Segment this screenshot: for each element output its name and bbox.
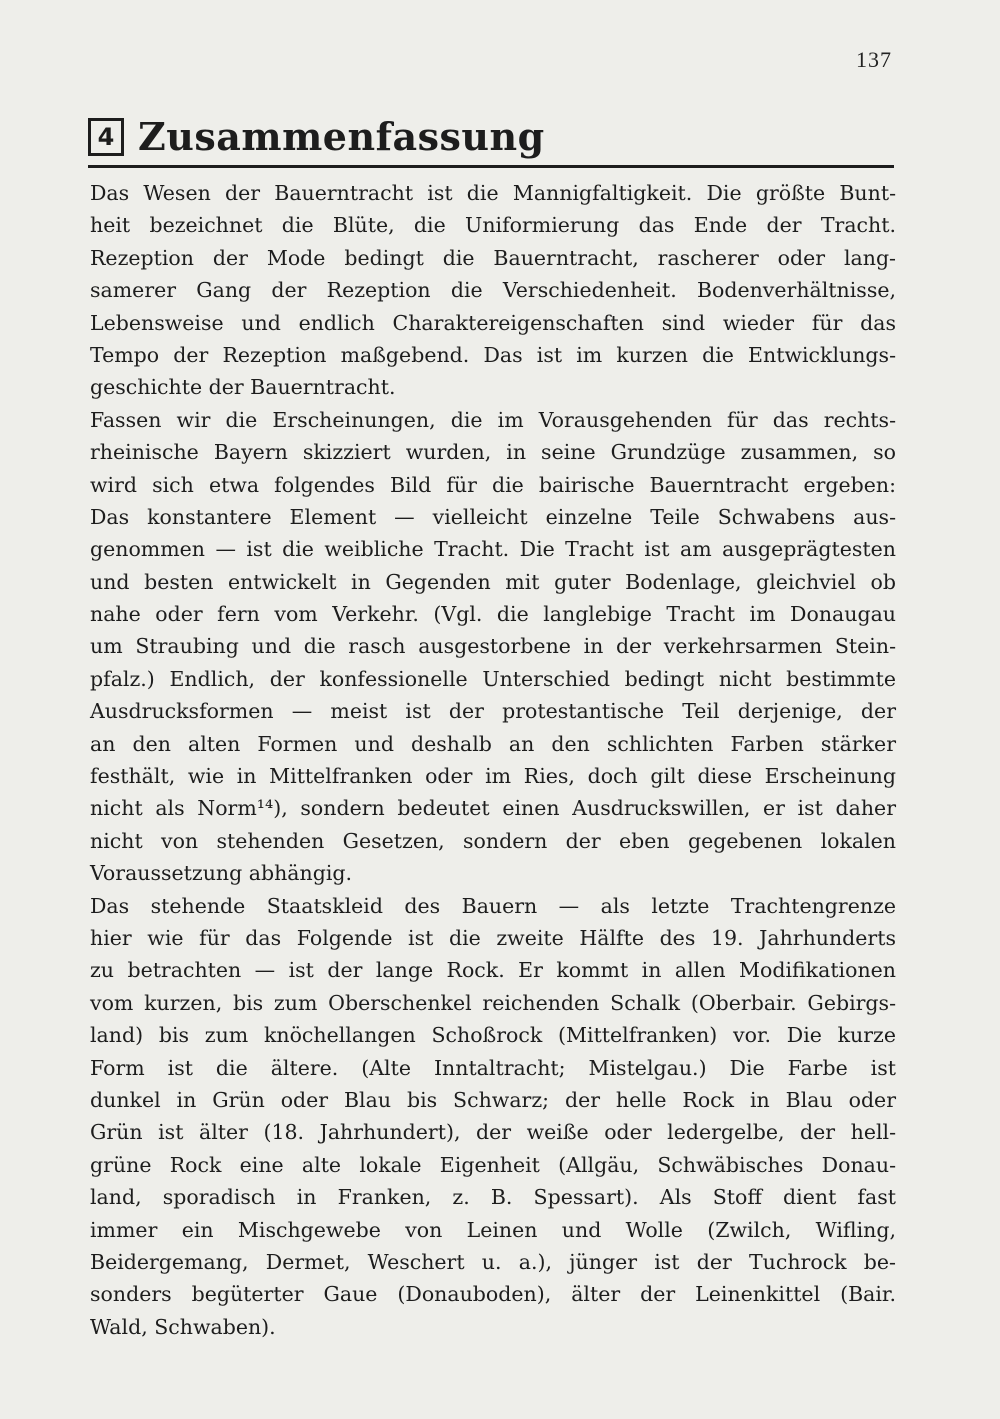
text-line: heit bezeichnet die Blüte, die Uniformierung das Ende der Tracht. [90, 213, 896, 238]
section-title: Zusammenfassung [138, 114, 545, 159]
text-line: samerer Gang der Rezeption die Verschiedenheit. Bodenverhältnisse, [90, 278, 896, 303]
text-line: nicht von stehenden Gesetzen, sondern der eben gegebenen lokalen [90, 828, 896, 853]
text-line: Das stehende Staatskleid des Bauern — als letzte Trachtengrenze [90, 893, 896, 918]
text-line: nicht als Norm¹⁴), sondern bedeutet einen Ausdruckswillen, er ist daher [90, 796, 896, 821]
section-heading [88, 114, 545, 159]
text-line: Rezeption der Mode bedingt die Bauerntracht, rascherer oder lang- [90, 245, 896, 270]
page-number: 137 [856, 47, 892, 72]
text-line: land) bis zum knöchellangen Schoßrock (Mittelfranken) vor. Die kurze [90, 1023, 896, 1048]
text-line: Form ist die ältere. (Alte Inntaltracht; Mistelgau.) Die Farbe ist [90, 1055, 896, 1080]
text-line: immer ein Mischgewebe von Leinen und Wolle (Zwilch, Wifling, [90, 1217, 896, 1242]
text-line: Voraussetzung abhängig. [90, 861, 353, 886]
text-line: wird sich etwa folgendes Bild für die bairische Bauerntracht ergeben: [90, 472, 896, 497]
text-line: pfalz.) Endlich, der konfessionelle Unterschied bedingt nicht bestimmte [90, 666, 896, 691]
text-line: Grün ist älter (18. Jahrhundert), der weiße oder ledergelbe, der hell- [90, 1120, 896, 1145]
text-line: vom kurzen, bis zum Oberschenkel reichenden Schalk (Oberbair. Gebirgs- [90, 990, 896, 1015]
text-line: dunkel in Grün oder Blau bis Schwarz; der helle Rock in Blau oder [90, 1087, 896, 1112]
text-line: genommen — ist die weibliche Tracht. Die Tracht ist am ausgeprägtesten [90, 537, 896, 562]
text-line: Fassen wir die Erscheinungen, die im Vorausgehenden für das rechts- [90, 407, 896, 432]
text-line: zu betrachten — ist der lange Rock. Er kommt in allen Modifikationen [90, 958, 896, 983]
text-line: hier wie für das Folgende ist die zweite Hälfte des 19. Jahrhunderts [90, 925, 896, 950]
text-line: und besten entwickelt in Gegenden mit guter Bodenlage, gleichviel ob [90, 569, 896, 594]
text-line: Tempo der Rezeption maßgebend. Das ist im kurzen die Entwicklungs- [90, 342, 896, 367]
heading-rule [88, 165, 894, 168]
text-line: an den alten Formen und deshalb an den schlichten Farben stärker [90, 731, 896, 756]
section-number-box: 4 [88, 118, 124, 156]
text-line: nahe oder fern vom Verkehr. (Vgl. die langlebige Tracht im Donaugau [90, 602, 896, 627]
text-line: Beidergemang, Dermet, Weschert u. a.), jünger ist der Tuchrock be- [90, 1249, 896, 1274]
text-line: um Straubing und die rasch ausgestorbene in der verkehrsarmen Stein- [90, 634, 896, 659]
text-line: grüne Rock eine alte lokale Eigenheit (Allgäu, Schwäbisches Donau- [90, 1152, 896, 1177]
text-line: geschichte der Bauerntracht. [90, 375, 396, 400]
text-line: Wald, Schwaben). [90, 1314, 276, 1339]
text-line: rheinische Bayern skizziert wurden, in seine Grundzüge zusammen, so [90, 440, 896, 465]
text-line: Ausdrucksformen — meist ist der protestantische Teil derjenige, der [90, 699, 896, 724]
text-line: festhält, wie in Mittelfranken oder im Ries, doch gilt diese Erscheinung [90, 764, 896, 789]
text-line: Lebensweise und endlich Charaktereigenschaften sind wieder für das [90, 310, 896, 335]
text-line: Das Wesen der Bauerntracht ist die Mannigfaltigkeit. Die größte Bunt- [90, 181, 896, 205]
body-text [90, 177, 896, 1343]
text-line: land, sporadisch in Franken, z. B. Spessart). Als Stoff dient fast [90, 1185, 896, 1210]
text-line: Das konstantere Element — vielleicht einzelne Teile Schwabens aus- [90, 504, 896, 529]
text-line: sonders begüterter Gaue (Donauboden), älter der Leinenkittel (Bair. [90, 1282, 896, 1307]
